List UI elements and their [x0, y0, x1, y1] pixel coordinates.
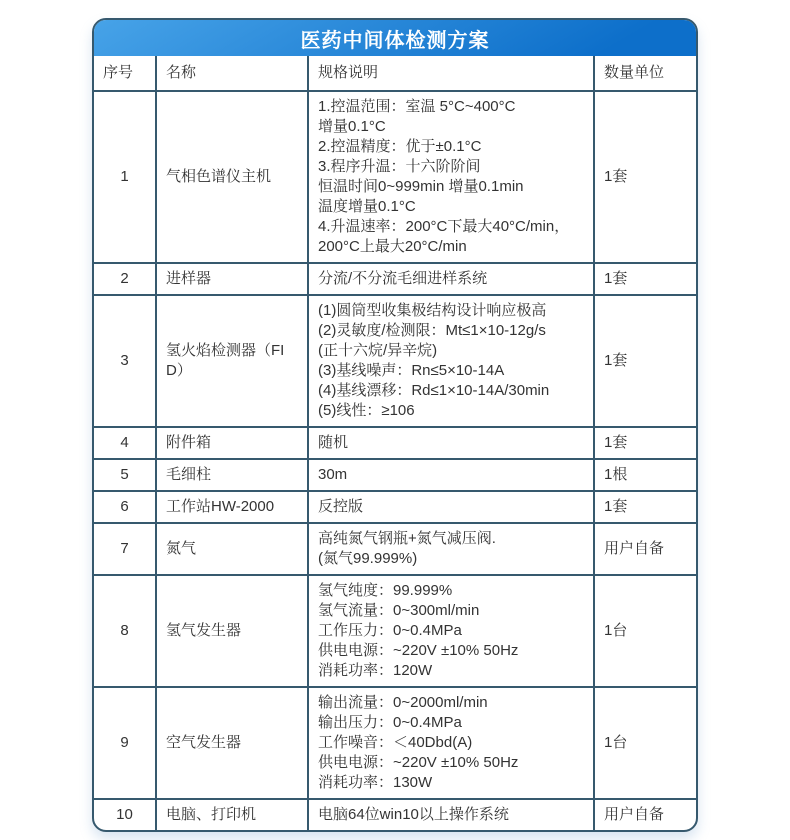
spec-line: (2)灵敏度/检测限：Mt≤1×10-12g/s	[318, 322, 546, 339]
column-header-spec: 规格说明	[308, 56, 594, 91]
cell-qty: 1根	[594, 459, 698, 491]
cell-no: 4	[94, 427, 156, 459]
cell-no: 5	[94, 459, 156, 491]
spec-line: (1)圆筒型收集极结构设计响应极高	[318, 302, 547, 319]
cell-name: 氢火焰检测器（FID）	[156, 295, 308, 427]
spec-line: 温度增量0.1°C	[318, 198, 416, 215]
table-row	[94, 427, 698, 459]
cell-qty: 1套	[594, 427, 698, 459]
cell-qty: 用户自备	[594, 799, 698, 830]
column-header-name: 名称	[156, 56, 308, 91]
cell-spec	[308, 687, 594, 799]
cell-no: 2	[94, 263, 156, 295]
column-header-qty: 数量单位	[594, 56, 698, 91]
cell-qty: 1台	[594, 575, 698, 687]
cell-no: 3	[94, 295, 156, 427]
cell-name: 氮气	[156, 523, 308, 575]
cell-spec	[308, 263, 594, 295]
table-row	[94, 575, 698, 687]
spec-line: 消耗功率：120W	[318, 662, 433, 679]
cell-name: 气相色谱仪主机	[156, 91, 308, 263]
spec-line: 恒温时间0~999min 增量0.1min	[318, 178, 524, 195]
cell-no: 8	[94, 575, 156, 687]
cell-spec	[308, 575, 594, 687]
spec-line: 随机	[318, 434, 349, 451]
spec-line: 工作噪音：＜40Dbd(A)	[318, 734, 473, 751]
spec-line: 30m	[318, 466, 348, 483]
cell-spec	[308, 91, 594, 263]
table-row	[94, 491, 698, 523]
cell-spec	[308, 459, 594, 491]
cell-qty: 1套	[594, 263, 698, 295]
cell-qty: 1套	[594, 295, 698, 427]
table-row	[94, 687, 698, 799]
cell-spec	[308, 295, 594, 427]
spec-line: (正十六烷/异辛烷)	[318, 342, 438, 359]
cell-no: 10	[94, 799, 156, 830]
spec-line: 分流/不分流毛细进样系统	[318, 270, 488, 287]
cell-no: 7	[94, 523, 156, 575]
cell-name: 氢气发生器	[156, 575, 308, 687]
spec-line: 输出流量：0~2000ml/min	[318, 694, 488, 711]
table-body	[94, 91, 698, 830]
cell-qty: 用户自备	[594, 523, 698, 575]
spec-line: 4.升温速率：200°C下最大40°C/min，	[318, 218, 570, 235]
spec-line: 高纯氮气钢瓶+氮气减压阀.	[318, 530, 496, 547]
cell-name: 附件箱	[156, 427, 308, 459]
spec-line: 2.控温精度：优于±0.1°C	[318, 138, 482, 155]
table-title-bar	[94, 20, 696, 56]
table-title: 医药中间体检测方案	[300, 29, 490, 52]
spec-table	[94, 56, 698, 830]
spec-line: (4)基线漂移：Rd≤1×10-14A/30min	[318, 382, 550, 399]
spec-line: (5)线性：≥106	[318, 402, 415, 419]
spec-line: 反控版	[318, 498, 364, 515]
spec-line: 1.控温范围：室温 5°C~400°C	[318, 98, 516, 115]
spec-line: (氮气99.999%)	[318, 550, 418, 567]
spec-line: 200°C上最大20°C/min	[318, 238, 467, 255]
cell-name: 工作站HW-2000	[156, 491, 308, 523]
spec-table-card	[92, 18, 698, 832]
spec-line: 氢气纯度：99.999%	[318, 582, 453, 599]
table-row	[94, 523, 698, 575]
cell-spec	[308, 427, 594, 459]
cell-spec	[308, 523, 594, 575]
spec-line: 氢气流量：0~300ml/min	[318, 602, 480, 619]
cell-qty: 1台	[594, 687, 698, 799]
cell-spec	[308, 799, 594, 830]
spec-line: 工作压力：0~0.4MPa	[318, 622, 462, 639]
cell-name: 毛细柱	[156, 459, 308, 491]
spec-line: 供电电源：~220V ±10% 50Hz	[318, 642, 519, 659]
cell-no: 1	[94, 91, 156, 263]
spec-line: 供电电源：~220V ±10% 50Hz	[318, 754, 519, 771]
spec-line: (3)基线噪声：Rn≤5×10-14A	[318, 362, 505, 379]
cell-spec	[308, 491, 594, 523]
table-row	[94, 263, 698, 295]
spec-line: 增量0.1°C	[318, 118, 386, 135]
table-row	[94, 295, 698, 427]
spec-line: 输出压力：0~0.4MPa	[318, 714, 462, 731]
spec-line: 电脑64位win10以上操作系统	[318, 806, 509, 823]
cell-name: 空气发生器	[156, 687, 308, 799]
table-row	[94, 799, 698, 830]
cell-name: 进样器	[156, 263, 308, 295]
header-row	[94, 56, 698, 91]
spec-line: 消耗功率：130W	[318, 774, 433, 791]
cell-no: 9	[94, 687, 156, 799]
cell-qty: 1套	[594, 491, 698, 523]
cell-name: 电脑、打印机	[156, 799, 308, 830]
spec-line: 3.程序升温：十六阶阶间	[318, 158, 481, 175]
table-row	[94, 91, 698, 263]
table-row	[94, 459, 698, 491]
cell-no: 6	[94, 491, 156, 523]
column-header-no: 序号	[94, 56, 156, 91]
cell-qty: 1套	[594, 91, 698, 263]
